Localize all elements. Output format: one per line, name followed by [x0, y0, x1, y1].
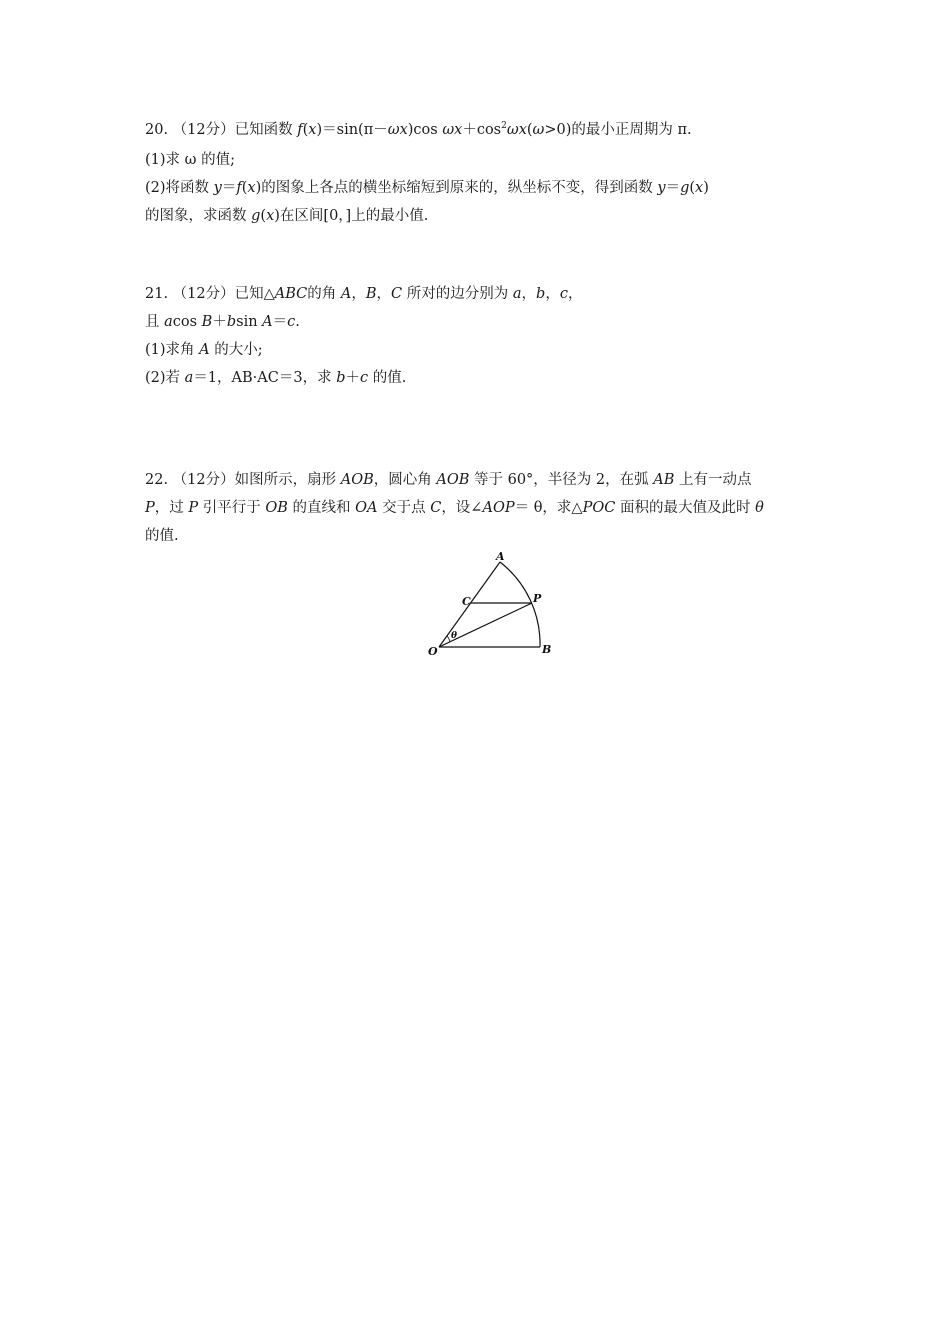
label-p: P: [533, 592, 542, 605]
problem-21-line-2: 且 acos B＋bsin A＝c.: [145, 314, 300, 330]
problem-21-line-1: 21. （12分）已知△ABC的角 A，B，C 所对的边分别为 a，b，c，: [145, 286, 583, 302]
problem-21-line-4: (2)若 a＝1，AB·AC＝3，求 b＋c 的值.: [145, 370, 407, 386]
label-theta: θ: [451, 631, 458, 641]
label-o: O: [428, 645, 438, 658]
sector-diagram: [420, 548, 560, 660]
problem-20-line-4: 的图象，求函数 g(x)在区间[0，]上的最小值.: [145, 208, 429, 224]
problem-20-line-3: (2)将函数 y＝f(x)的图象上各点的横坐标缩短到原来的，纵坐标不变，得到函数 y＝g(x): [145, 180, 709, 196]
label-a: A: [496, 550, 505, 563]
problem-22-line-3: 的值.: [145, 528, 179, 544]
problem-22-line-2: P，过 P 引平行于 OB 的直线和 OA 交于点 C，设∠AOP＝ θ，求△POC 面积的最大值及此时 θ: [145, 500, 764, 516]
problem-21-line-3: (1)求角 A 的大小;: [145, 342, 263, 358]
problem-20-line-1: 20. （12分）已知函数 f(x)＝sin(π－ωx)cos $\omega x+\cos^2\omega x(\omega>0)$的最小正周期为 π.: [145, 121, 692, 138]
problem-20-line-2: (1)求 ω 的值;: [145, 152, 235, 168]
angle-theta-arc: [447, 636, 450, 642]
problem-22-line-1: 22. （12分）如图所示，扇形 AOB，圆心角 AOB 等于 60°，半径为 2，在弧 AB 上有一动点: [145, 472, 752, 488]
label-b: B: [542, 643, 552, 656]
label-c: C: [462, 595, 471, 608]
